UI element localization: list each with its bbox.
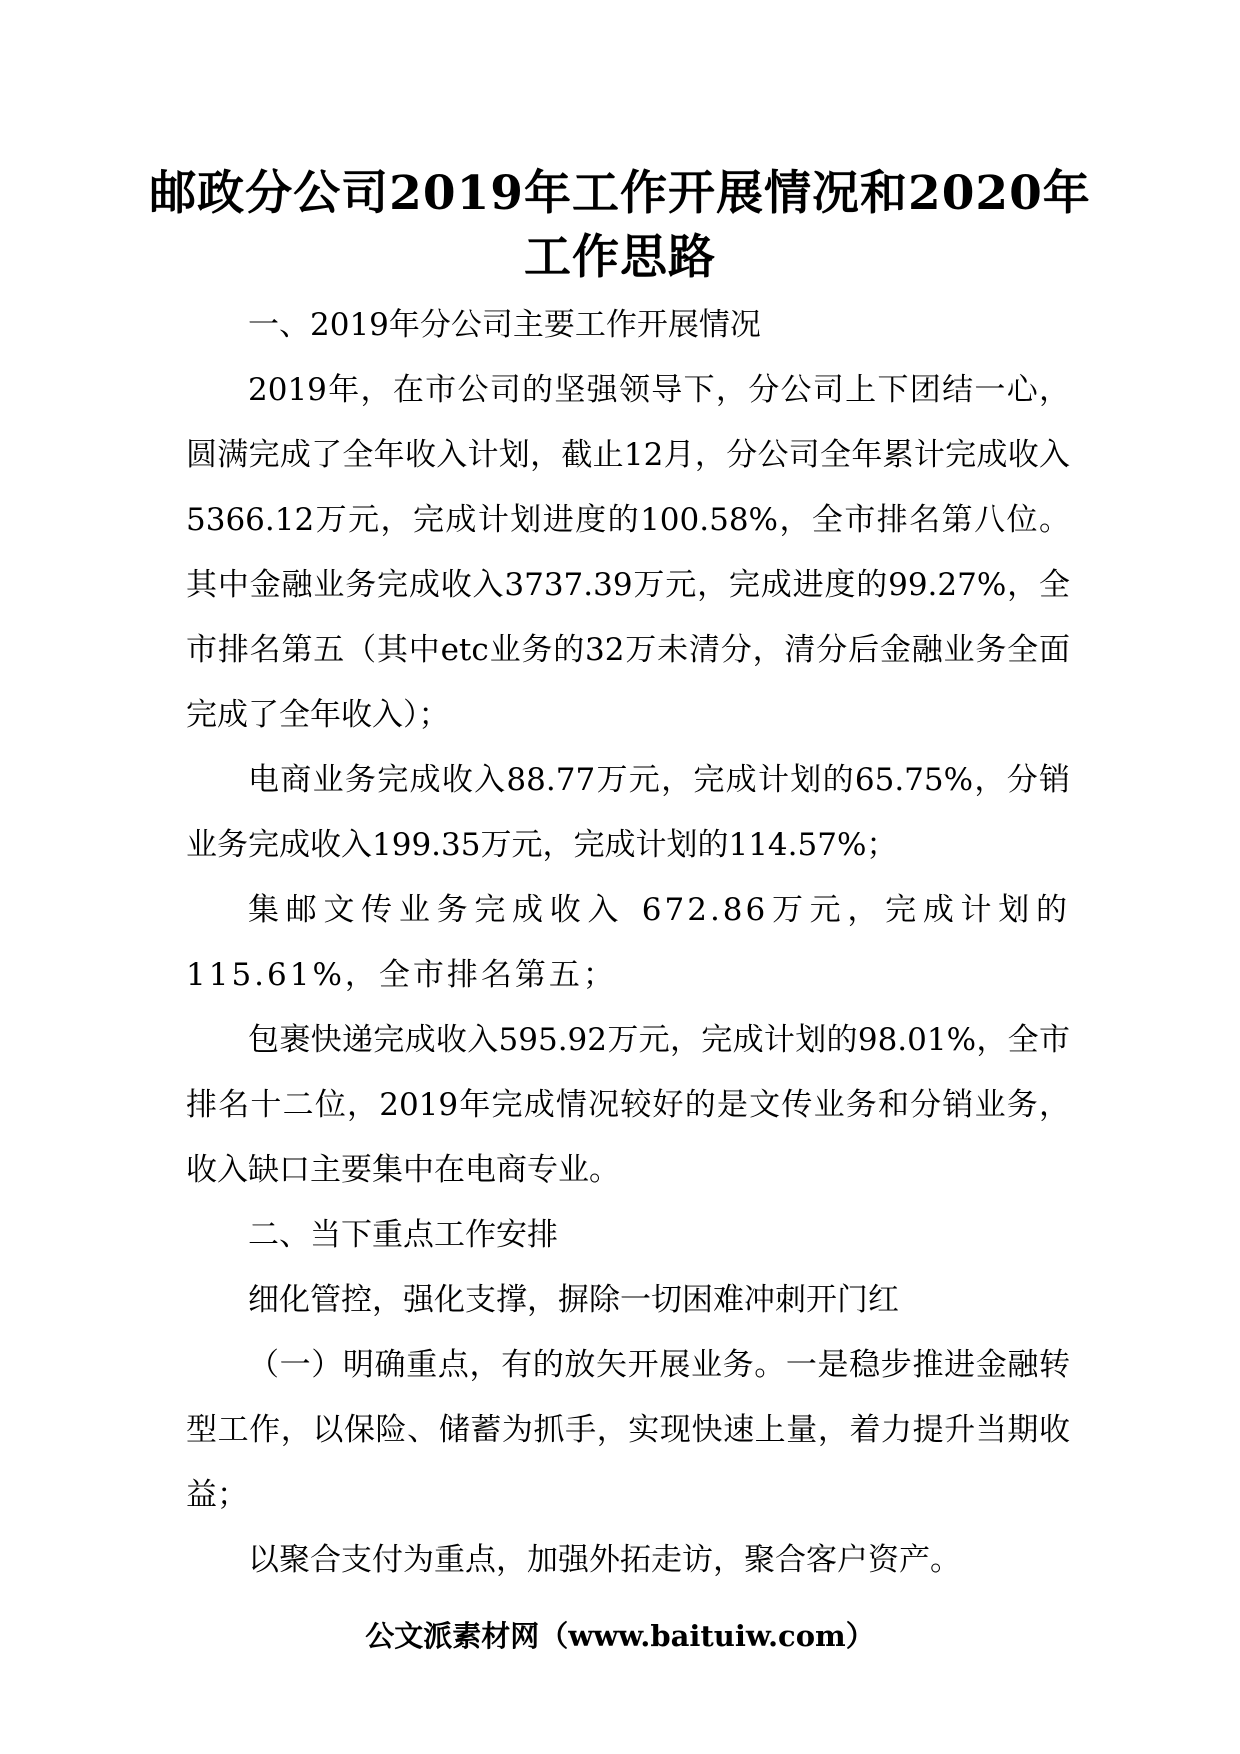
paragraph-payment: 以聚合支付为重点，加强外拓走访，聚合客户资产。 [248,1542,961,1578]
paragraph-subtitle: 细化管控，强化支撑，摒除一切困难冲刺开门红 [248,1282,899,1318]
paragraph-philately: 集邮文传业务完成收入 672.86万元，完成计划的115.61%，全市排名第五； [186,892,1070,993]
document-title-line-2: 工作思路 [524,230,716,285]
paragraph-parcel: 包裹快递完成收入595.92万元，完成计划的98.01%，全市排名十二位，2019年完成情况较好的是文传业务和分销业务，收入缺口主要集中在电商专业。 [186,1022,1070,1188]
section-heading-2: 二、当下重点工作安排 [248,1217,558,1253]
document-title-line-1: 邮政分公司2019年工作开展情况和2020年 [149,166,1091,221]
paragraph-focus: （一）明确重点，有的放矢开展业务。一是稳步推进金融转型工作，以保险、储蓄为抓手，实现快速上量，着力提升当期收益； [186,1347,1070,1513]
paragraph-overview: 2019年，在市公司的坚强领导下，分公司上下团结一心，圆满完成了全年收入计划，截止12月，分公司全年累计完成收入5366.12万元，完成计划进度的100.58%，全市排名第八位。其中金融业务完成收入3737.39万元，完成进度的99.27%，全市排名第五（其中etc业务的32万未清分，清分后金融业务全面完成了全年收入）； [186,372,1070,733]
document-body [186,293,1070,1593]
section-heading-1: 一、2019年分公司主要工作开展情况 [248,307,761,343]
footer-watermark: 公文派素材网（www.baituiw.com） [365,1619,875,1653]
paragraph-ecommerce: 电商业务完成收入88.77万元，完成计划的65.75%，分销业务完成收入199.35万元，完成计划的114.57%； [186,762,1070,863]
